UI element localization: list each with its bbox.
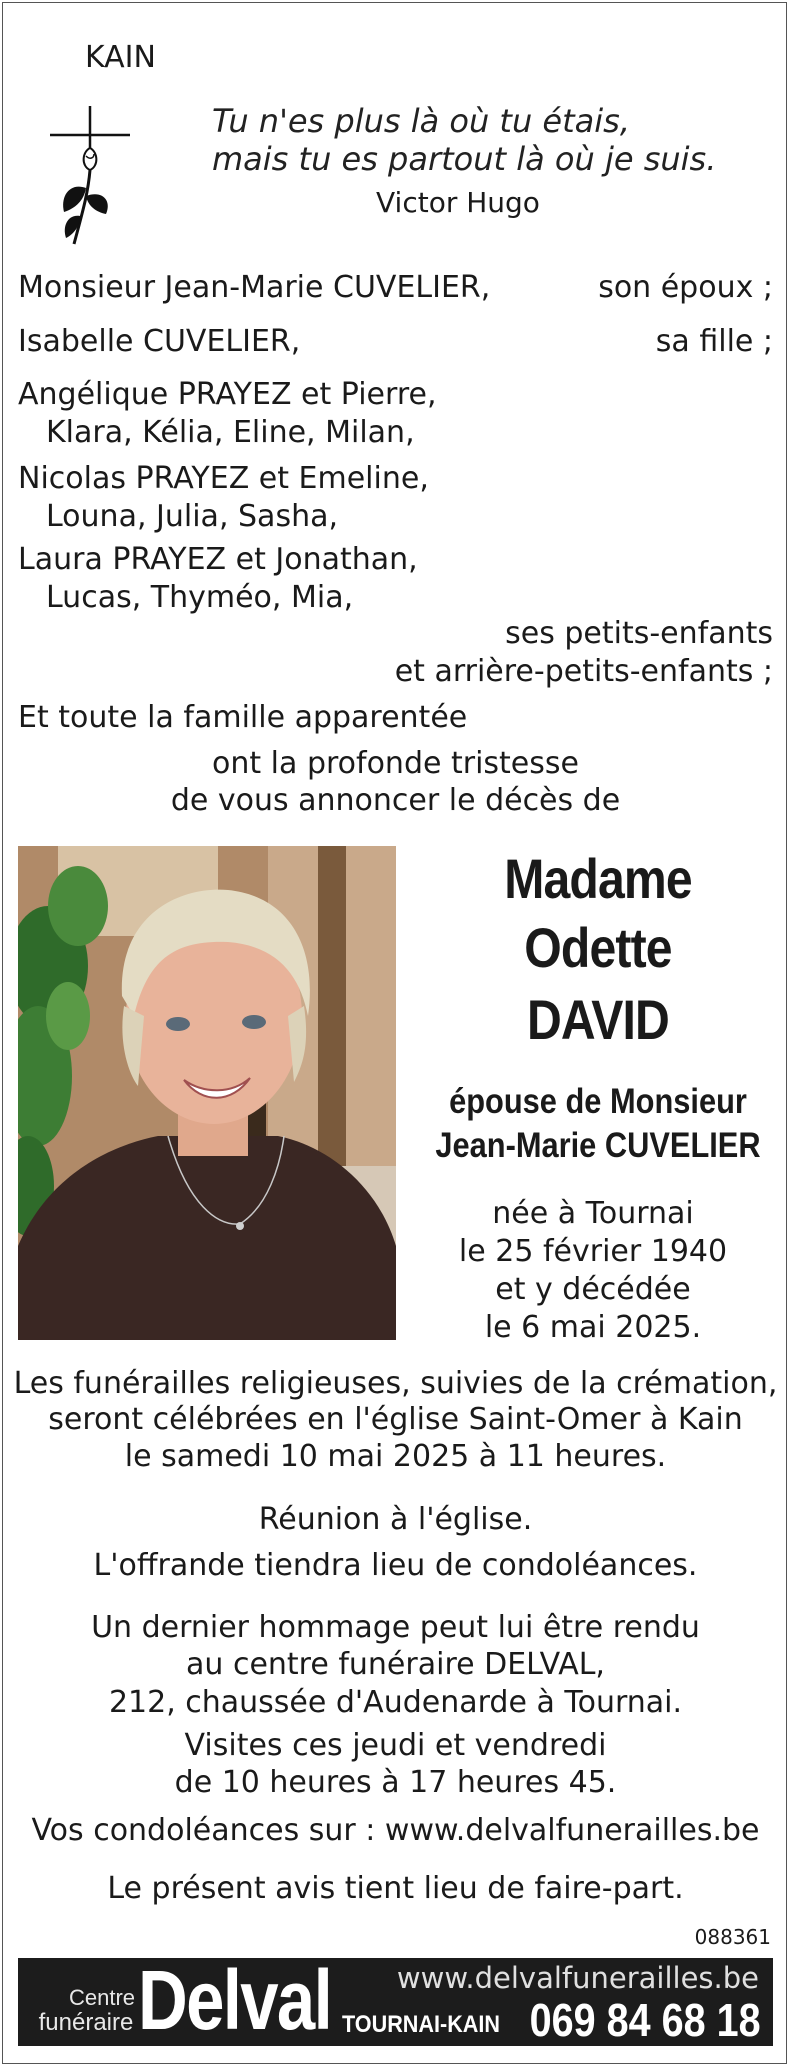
announce-line-1: ont la profonde tristesse — [212, 746, 579, 781]
visits-line-2: de 10 heures à 17 heures 45. — [174, 1765, 617, 1800]
offering-info: L'offrande tiendra lieu de condoléances. — [93, 1548, 698, 1583]
quote-line-1: Tu n'es plus là où tu étais, — [212, 102, 630, 140]
location-label: KAIN — [85, 40, 156, 75]
grandchild-family-2: Nicolas PRAYEZ et Emeline, — [18, 461, 429, 496]
visits-line-1: Visites ces jeudi et vendredi — [184, 1728, 607, 1763]
banner-label-2: funéraire — [38, 2009, 134, 2036]
birth-place: née à Tournai — [492, 1196, 694, 1231]
spouse-relation: son époux ; — [598, 270, 773, 305]
grandchildren-relation-2: et arrière-petits-enfants ; — [394, 654, 773, 689]
tribute-line-2: au centre funéraire DELVAL, — [186, 1647, 605, 1682]
banner-location: TOURNAI-KAIN — [342, 2011, 500, 2038]
grandchild-family-1: Angélique PRAYEZ et Pierre, — [18, 377, 437, 412]
extended-family: Et toute la famille apparentée — [18, 700, 468, 735]
deceased-last-name: DAVID — [527, 988, 669, 1051]
tribute-line-1: Un dernier hommage peut lui être rendu — [91, 1610, 700, 1645]
deceased-spouse-line-2: Jean-Marie CUVELIER — [435, 1126, 761, 1165]
grandchild-family-3: Laura PRAYEZ et Jonathan, — [18, 542, 418, 577]
spouse-name: Monsieur Jean-Marie CUVELIER, — [18, 270, 491, 305]
portrait-photo — [18, 846, 396, 1340]
death-place: et y décédée — [495, 1272, 691, 1307]
condolences-link[interactable]: Vos condoléances sur : www.delvalfunerailles.be — [31, 1813, 760, 1848]
daughter-relation: sa fille ; — [655, 324, 773, 359]
deceased-title: Madame — [504, 847, 692, 910]
announce-line-2: de vous annoncer le décès de — [170, 783, 621, 818]
reference-number: 088361 — [694, 1925, 771, 1949]
quote-line-2: mais tu es partout là où je suis. — [212, 140, 717, 178]
grandchild-kids-3: Lucas, Thyméo, Mia, — [46, 580, 354, 615]
banner-label-1: Centre — [68, 1985, 136, 2010]
grandchild-kids-1: Klara, Kélia, Eline, Milan, — [46, 415, 415, 450]
birth-date: le 25 février 1940 — [458, 1234, 728, 1269]
funeral-line-3: le samedi 10 mai 2025 à 11 heures. — [124, 1439, 667, 1474]
brand-logo-text: Delval — [138, 1958, 332, 2046]
death-date: le 6 mai 2025. — [484, 1310, 702, 1345]
funeral-line-2: seront célébrées en l'église Saint-Omer à Kain — [48, 1402, 743, 1437]
deceased-first-name: Odette — [524, 916, 672, 979]
notice-text: Le présent avis tient lieu de faire-part. — [107, 1871, 684, 1906]
deceased-spouse-line-1: épouse de Monsieur — [449, 1082, 747, 1121]
meeting-info: Réunion à l'église. — [258, 1502, 533, 1537]
grandchildren-relation-1: ses petits-enfants — [505, 616, 773, 651]
funeral-home-banner — [18, 1958, 773, 2046]
tribute-line-3: 212, chaussée d'Audenarde à Tournai. — [108, 1685, 683, 1720]
daughter-name: Isabelle CUVELIER, — [18, 324, 301, 359]
banner-phone[interactable]: 069 84 68 18 — [530, 1994, 761, 2046]
quote-author: Victor Hugo — [376, 186, 540, 219]
banner-website[interactable]: www.delvalfunerailles.be — [396, 1961, 759, 1995]
grandchild-kids-2: Louna, Julia, Sasha, — [46, 499, 339, 534]
funeral-line-1: Les funérailles religieuses, suivies de la crémation, — [13, 1366, 778, 1401]
cross-rose-icon — [46, 104, 134, 250]
